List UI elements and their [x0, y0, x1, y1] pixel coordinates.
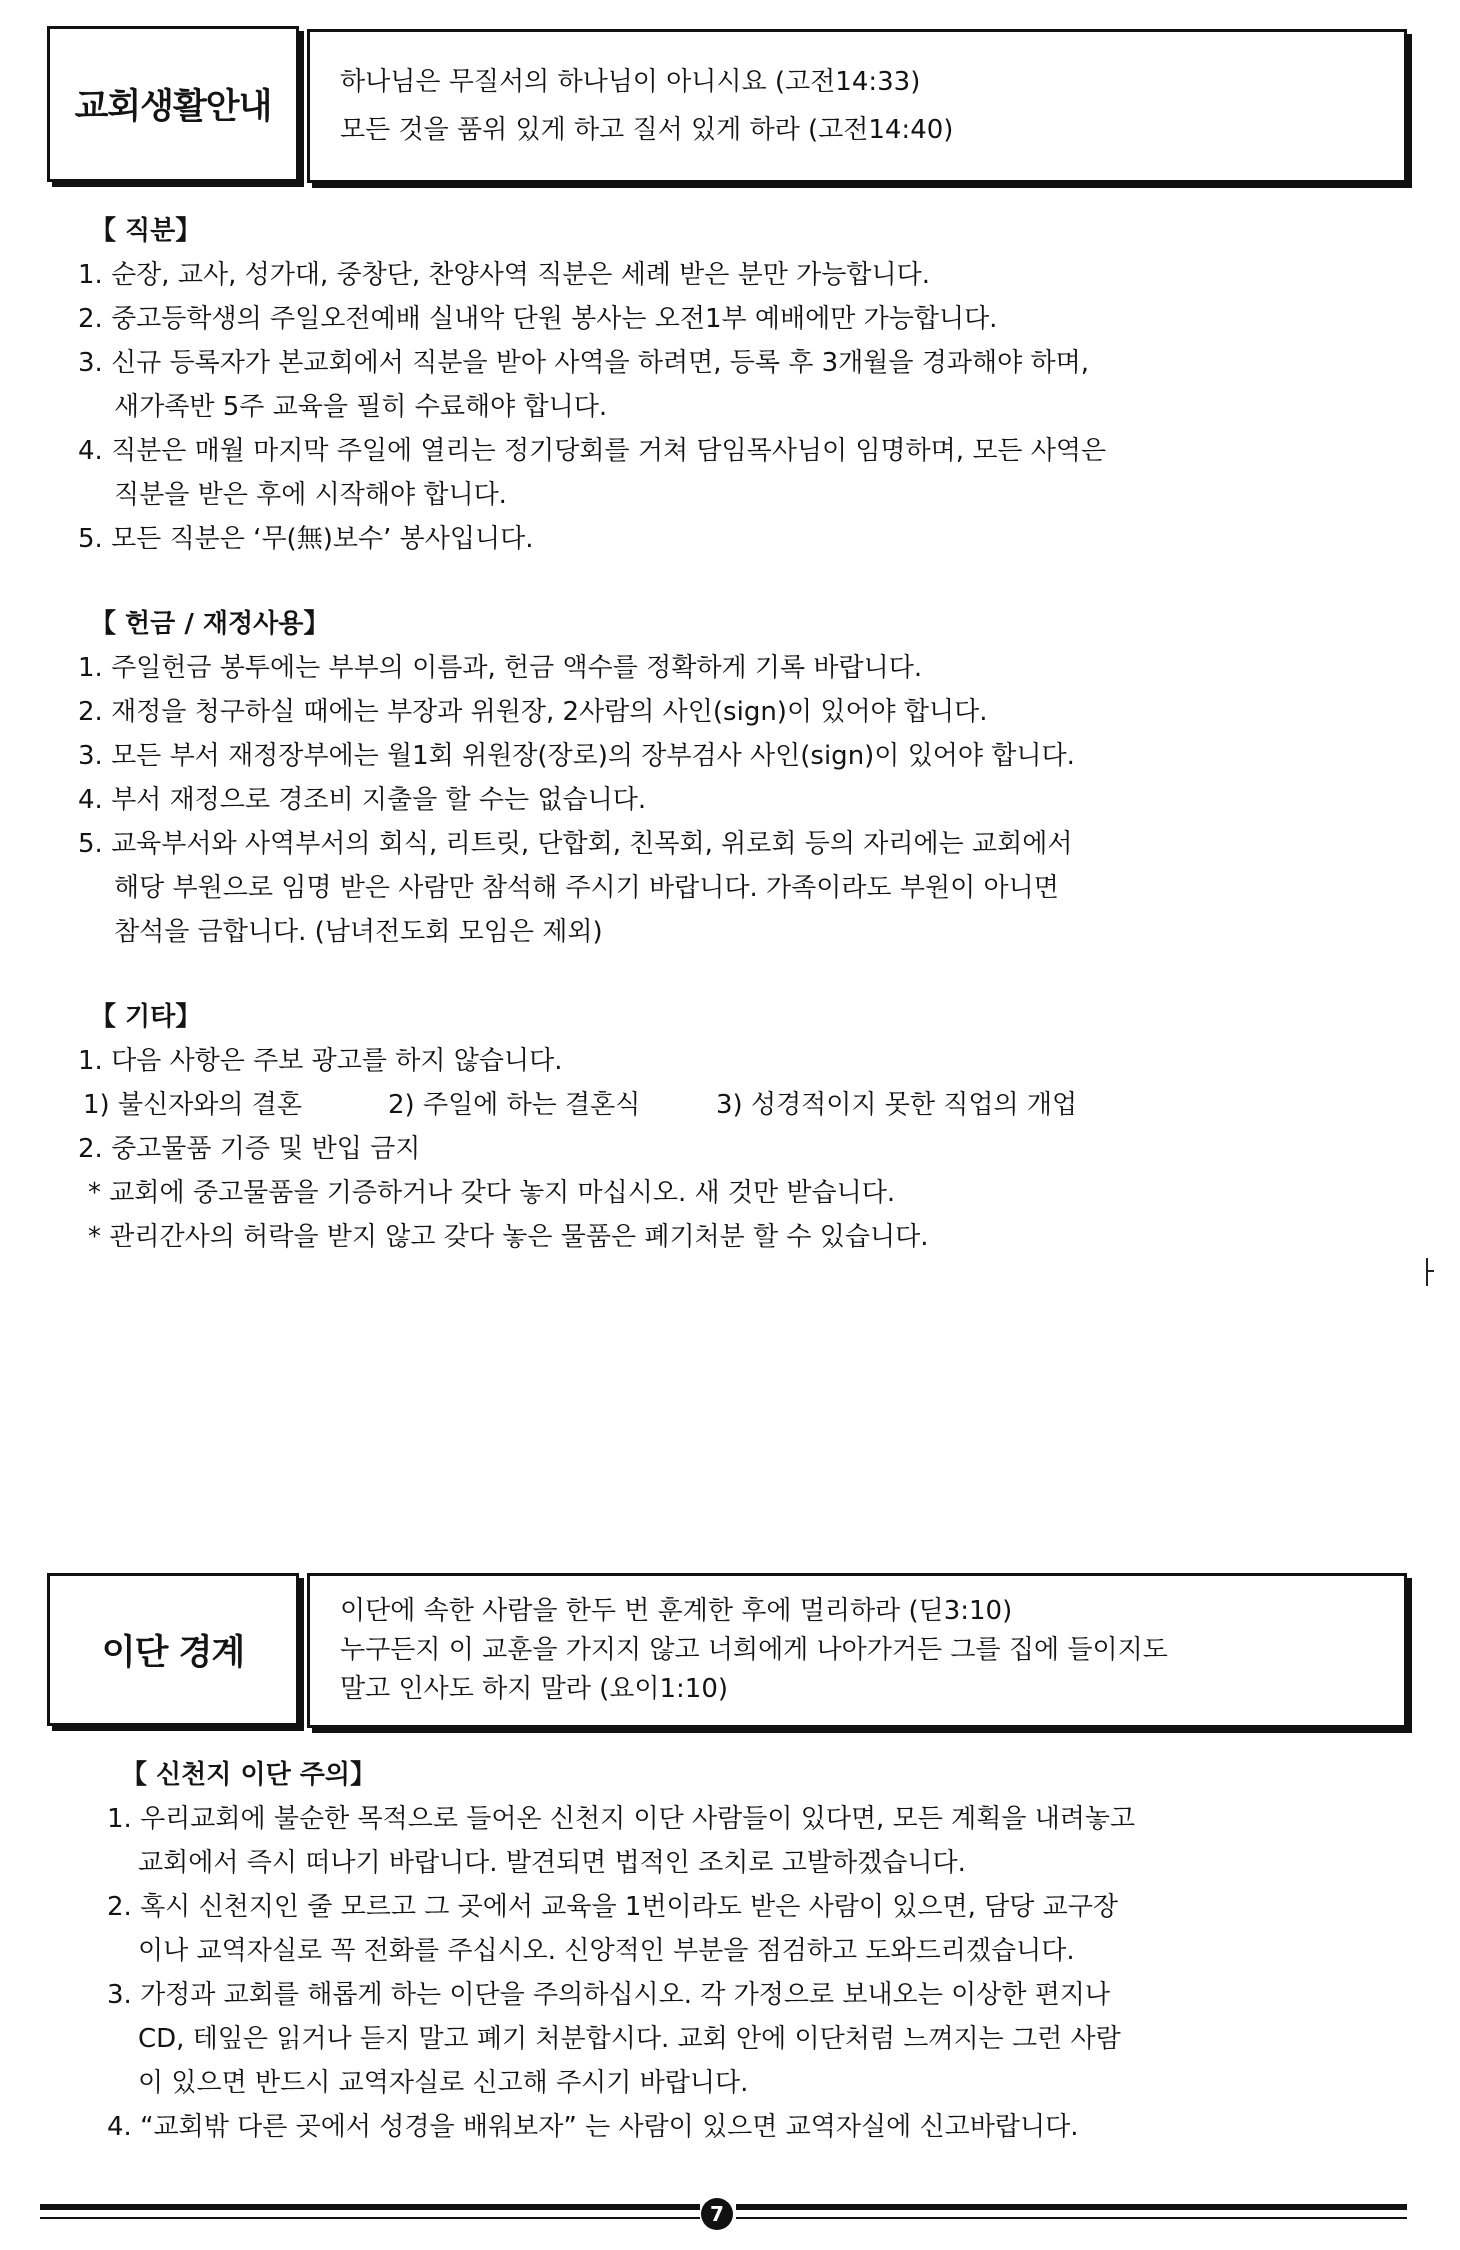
scripture-line: 말고 인사도 하지 말라 (요이1:10) — [340, 1674, 729, 1704]
sub-item-row — [0, 1083, 1460, 1127]
heresy-heading: 【 신천지 이단 주의】 — [121, 1760, 376, 1790]
section-title-box — [47, 1573, 299, 1726]
note-item: * 관리간사의 허락을 받지 않고 갖다 놓은 물품은 폐기처분 할 수 있습니다. — [88, 1222, 929, 1252]
sub-item: 2) 주일에 하는 결혼식 — [388, 1090, 641, 1120]
list-item: 5. 교육부서와 사역부서의 회식, 리트릿, 단합회, 친목회, 위로회 등의 자리에는 교회에서 — [78, 829, 1073, 859]
list-item-continuation: 해당 부원으로 임명 받은 사람만 참석해 주시기 바랍니다. 가족이라도 부원이 아니면 — [114, 873, 1059, 903]
scripture-line: 이단에 속한 사람을 한두 번 훈계한 후에 멀리하라 (딛3:10) — [340, 1596, 1013, 1626]
sub-item: 1) 불신자와의 결혼 — [83, 1090, 303, 1120]
list-item-continuation: 새가족반 5주 교육을 필히 수료해야 합니다. — [114, 392, 608, 422]
scripture-box — [307, 29, 1407, 183]
footer-rule — [736, 2204, 1407, 2210]
list-item-continuation: 이 있으면 반드시 교역자실로 신고해 주시기 바랍니다. — [138, 2068, 749, 2098]
list-item-continuation: CD, 테잎은 읽거나 듣지 말고 폐기 처분합시다. 교회 안에 이단처럼 느껴지는 그런 사람 — [138, 2024, 1121, 2054]
list-item: 4. 직분은 매월 마지막 주일에 열리는 정기당회를 거쳐 담임목사님이 임명하며, 모든 사역은 — [78, 436, 1107, 466]
footer-rule — [40, 2204, 700, 2210]
list-item: 5. 모든 직분은 ‘무(無)보수’ 봉사입니다. — [78, 524, 534, 554]
section-title: 이단 경계 — [101, 1632, 245, 1673]
note-item: * 교회에 중고물품을 기증하거나 갖다 놓지 마십시오. 새 것만 받습니다. — [88, 1178, 896, 1208]
footer-rule — [736, 2217, 1407, 2219]
list-item-continuation: 교회에서 즉시 떠나기 바랍니다. 발견되면 법적인 조치로 고발하겠습니다. — [138, 1848, 966, 1878]
section-title: 교회생활안내 — [74, 87, 272, 127]
scripture-box — [307, 1573, 1407, 1728]
scripture-line: 누구든지 이 교훈을 가지지 않고 너희에게 나아가거든 그를 집에 들이지도 — [340, 1635, 1168, 1665]
list-item: 2. 혹시 신천지인 줄 모르고 그 곳에서 교육을 1번이라도 받은 사람이 있으면, 담당 교구장 — [107, 1892, 1118, 1922]
list-item: 3. 신규 등록자가 본교회에서 직분을 받아 사역을 하려면, 등록 후 3개월을 경과해야 하며, — [78, 348, 1089, 378]
footer-rule — [40, 2217, 700, 2219]
list-item: 2. 중고등학생의 주일오전예배 실내악 단원 봉사는 오전1부 예배에만 가능합니다. — [78, 304, 998, 334]
list-item-continuation: 참석을 금합니다. (남녀전도회 모임은 제외) — [114, 917, 603, 947]
list-item: 3. 가정과 교회를 해롭게 하는 이단을 주의하십시오. 각 가정으로 보내오는 이상한 편지나 — [107, 1980, 1111, 2010]
sub-item: 3) 성경적이지 못한 직업의 개업 — [716, 1090, 1078, 1120]
section-title-box — [47, 26, 299, 182]
scripture-line: 하나님은 무질서의 하나님이 아니시요 (고전14:33) — [340, 67, 921, 97]
finance-heading: 【 헌금 / 재정사용】 — [90, 609, 330, 639]
list-item: 1. 우리교회에 불순한 목적으로 들어온 신천지 이단 사람들이 있다면, 모든 계획을 내려놓고 — [107, 1804, 1136, 1834]
list-item-continuation: 직분을 받은 후에 시작해야 합니다. — [114, 480, 507, 510]
list-item: 1. 순장, 교사, 성가대, 중창단, 찬양사역 직분은 세례 받은 분만 가능합니다. — [78, 260, 931, 290]
scripture-line: 모든 것을 품위 있게 하고 질서 있게 하라 (고전14:40) — [340, 115, 954, 145]
list-item: 1. 다음 사항은 주보 광고를 하지 않습니다. — [78, 1046, 563, 1076]
list-item: 4. “교회밖 다른 곳에서 성경을 배워보자” 는 사람이 있으면 교역자실에 신고바랍니다. — [107, 2112, 1079, 2142]
page-number-badge: 7 — [701, 2198, 733, 2230]
list-item: 2. 중고물품 기증 및 반입 금지 — [78, 1134, 421, 1164]
list-item: 2. 재정을 청구하실 때에는 부장과 위원장, 2사람의 사인(sign)이 있어야 합니다. — [78, 697, 988, 727]
edge-mark — [1426, 1258, 1438, 1286]
list-item: 4. 부서 재정으로 경조비 지출을 할 수는 없습니다. — [78, 785, 647, 815]
list-item: 3. 모든 부서 재정장부에는 월1회 위원장(장로)의 장부검사 사인(sign)이 있어야 합니다. — [78, 741, 1075, 771]
heresy-list — [0, 1753, 1460, 2149]
guide-list — [0, 209, 1460, 1259]
list-item: 1. 주일헌금 봉투에는 부부의 이름과, 헌금 액수를 정확하게 기록 바랍니다. — [78, 653, 923, 683]
etc-heading: 【 기타】 — [90, 1002, 202, 1032]
list-item-continuation: 이나 교역자실로 꼭 전화를 주십시오. 신앙적인 부분을 점검하고 도와드리겠습니다. — [138, 1936, 1075, 1966]
duties-heading: 【 직분】 — [90, 216, 202, 246]
